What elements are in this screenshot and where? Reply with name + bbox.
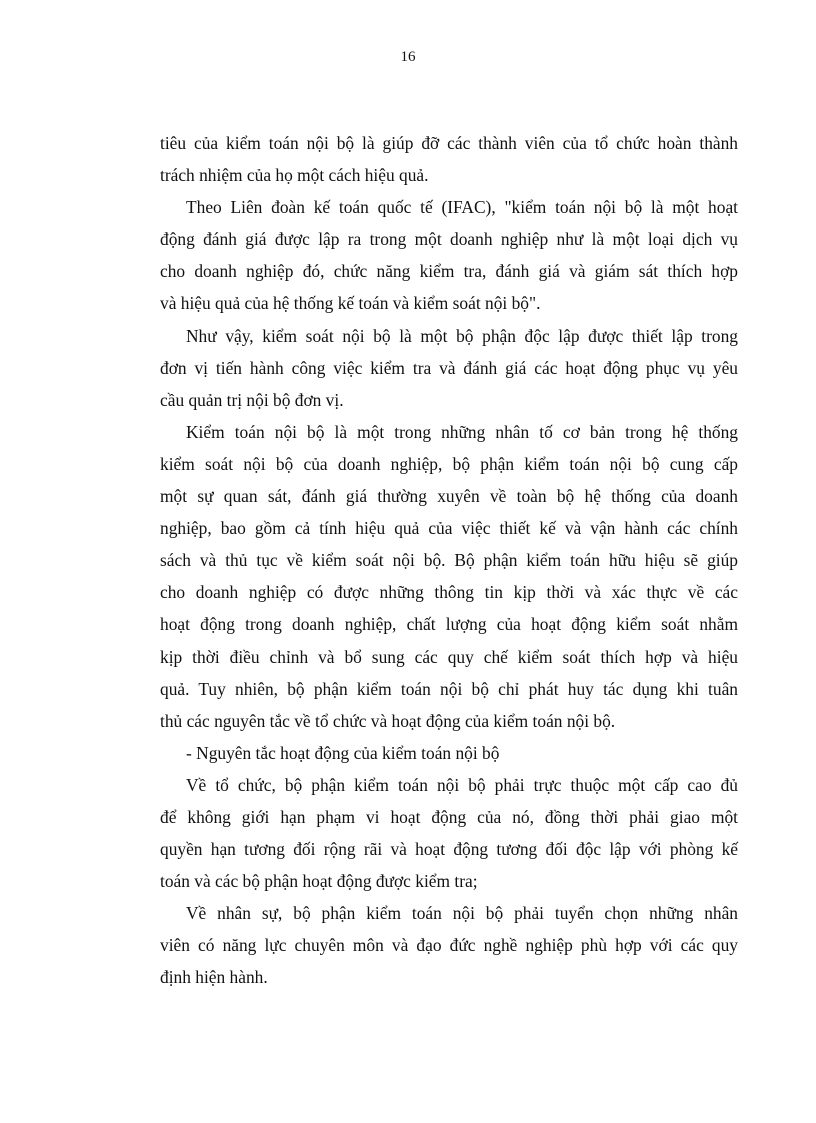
text-line: thủ các nguyên tắc về tổ chức và hoạt động của kiểm toán nội bộ. — [160, 710, 616, 731]
text-line: đơn vị tiến hành công việc kiểm tra và đánh giá các hoạt động phục vụ yêu — [160, 357, 738, 378]
text-line: Theo Liên đoàn kế toán quốc tế (IFAC), "kiểm toán nội bộ là một hoạt — [186, 197, 738, 218]
text-line: Về nhân sự, bộ phận kiểm toán nội bộ phải tuyển chọn những nhân — [186, 903, 738, 924]
section-heading: - Nguyên tắc hoạt động của kiểm toán nội bộ — [186, 742, 500, 763]
text-line: quyền hạn tương đối rộng rãi và hoạt động tương đối độc lập với phòng kế — [160, 839, 738, 860]
text-line: Kiểm toán nội bộ là một trong những nhân tố cơ bản trong hệ thống — [186, 421, 738, 442]
text-line: toán và các bộ phận hoạt động được kiểm tra; — [160, 871, 478, 892]
text-line: động đánh giá được lập ra trong một doanh nghiệp như là một loại dịch vụ — [160, 229, 738, 250]
text-line: viên có năng lực chuyên môn và đạo đức nghề nghiệp phù hợp với các quy — [160, 935, 738, 956]
text-line: Như vậy, kiểm soát nội bộ là một bộ phận độc lập được thiết lập trong — [186, 325, 738, 346]
page-number: 16 — [400, 49, 416, 65]
text-line: và hiệu quả của hệ thống kế toán và kiểm soát nội bộ". — [160, 293, 541, 314]
text-line: hoạt động trong doanh nghiệp, chất lượng của hoạt động kiểm soát nhằm — [160, 614, 738, 635]
text-line: kiểm soát nội bộ của doanh nghiệp, bộ phận kiểm toán nội bộ cung cấp — [160, 453, 738, 474]
text-line: nghiệp, bao gồm cả tính hiệu quả của việc thiết kế và vận hành các chính — [160, 518, 738, 539]
text-line: để không giới hạn phạm vi hoạt động của nó, đồng thời phải giao một — [160, 806, 738, 827]
text-line: kịp thời điều chỉnh và bổ sung các quy chế kiểm soát thích hợp và hiệu — [160, 646, 738, 667]
body-text — [160, 127, 738, 994]
text-line: tiêu của kiểm toán nội bộ là giúp đỡ các thành viên của tổ chức hoàn thành — [160, 133, 738, 153]
text-line: sách và thủ tục về kiểm soát nội bộ. Bộ phận kiểm toán hữu hiệu sẽ giúp — [160, 550, 738, 571]
text-line: một sự quan sát, đánh giá thường xuyên về toàn bộ hệ thống của doanh — [160, 486, 738, 507]
text-line: quả. Tuy nhiên, bộ phận kiểm toán nội bộ chỉ phát huy tác dụng khi tuân — [160, 678, 738, 699]
text-line: cho doanh nghiệp có được những thông tin kịp thời và xác thực về các — [160, 582, 738, 603]
text-line: trách nhiệm của họ một cách hiệu quả. — [160, 165, 429, 186]
text-line: định hiện hành. — [160, 967, 268, 988]
text-line: Về tổ chức, bộ phận kiểm toán nội bộ phải trực thuộc một cấp cao đủ — [186, 774, 738, 795]
text-line: cho doanh nghiệp đó, chức năng kiểm tra, đánh giá và giám sát thích hợp — [160, 261, 738, 282]
text-line: cầu quản trị nội bộ đơn vị. — [160, 389, 344, 410]
